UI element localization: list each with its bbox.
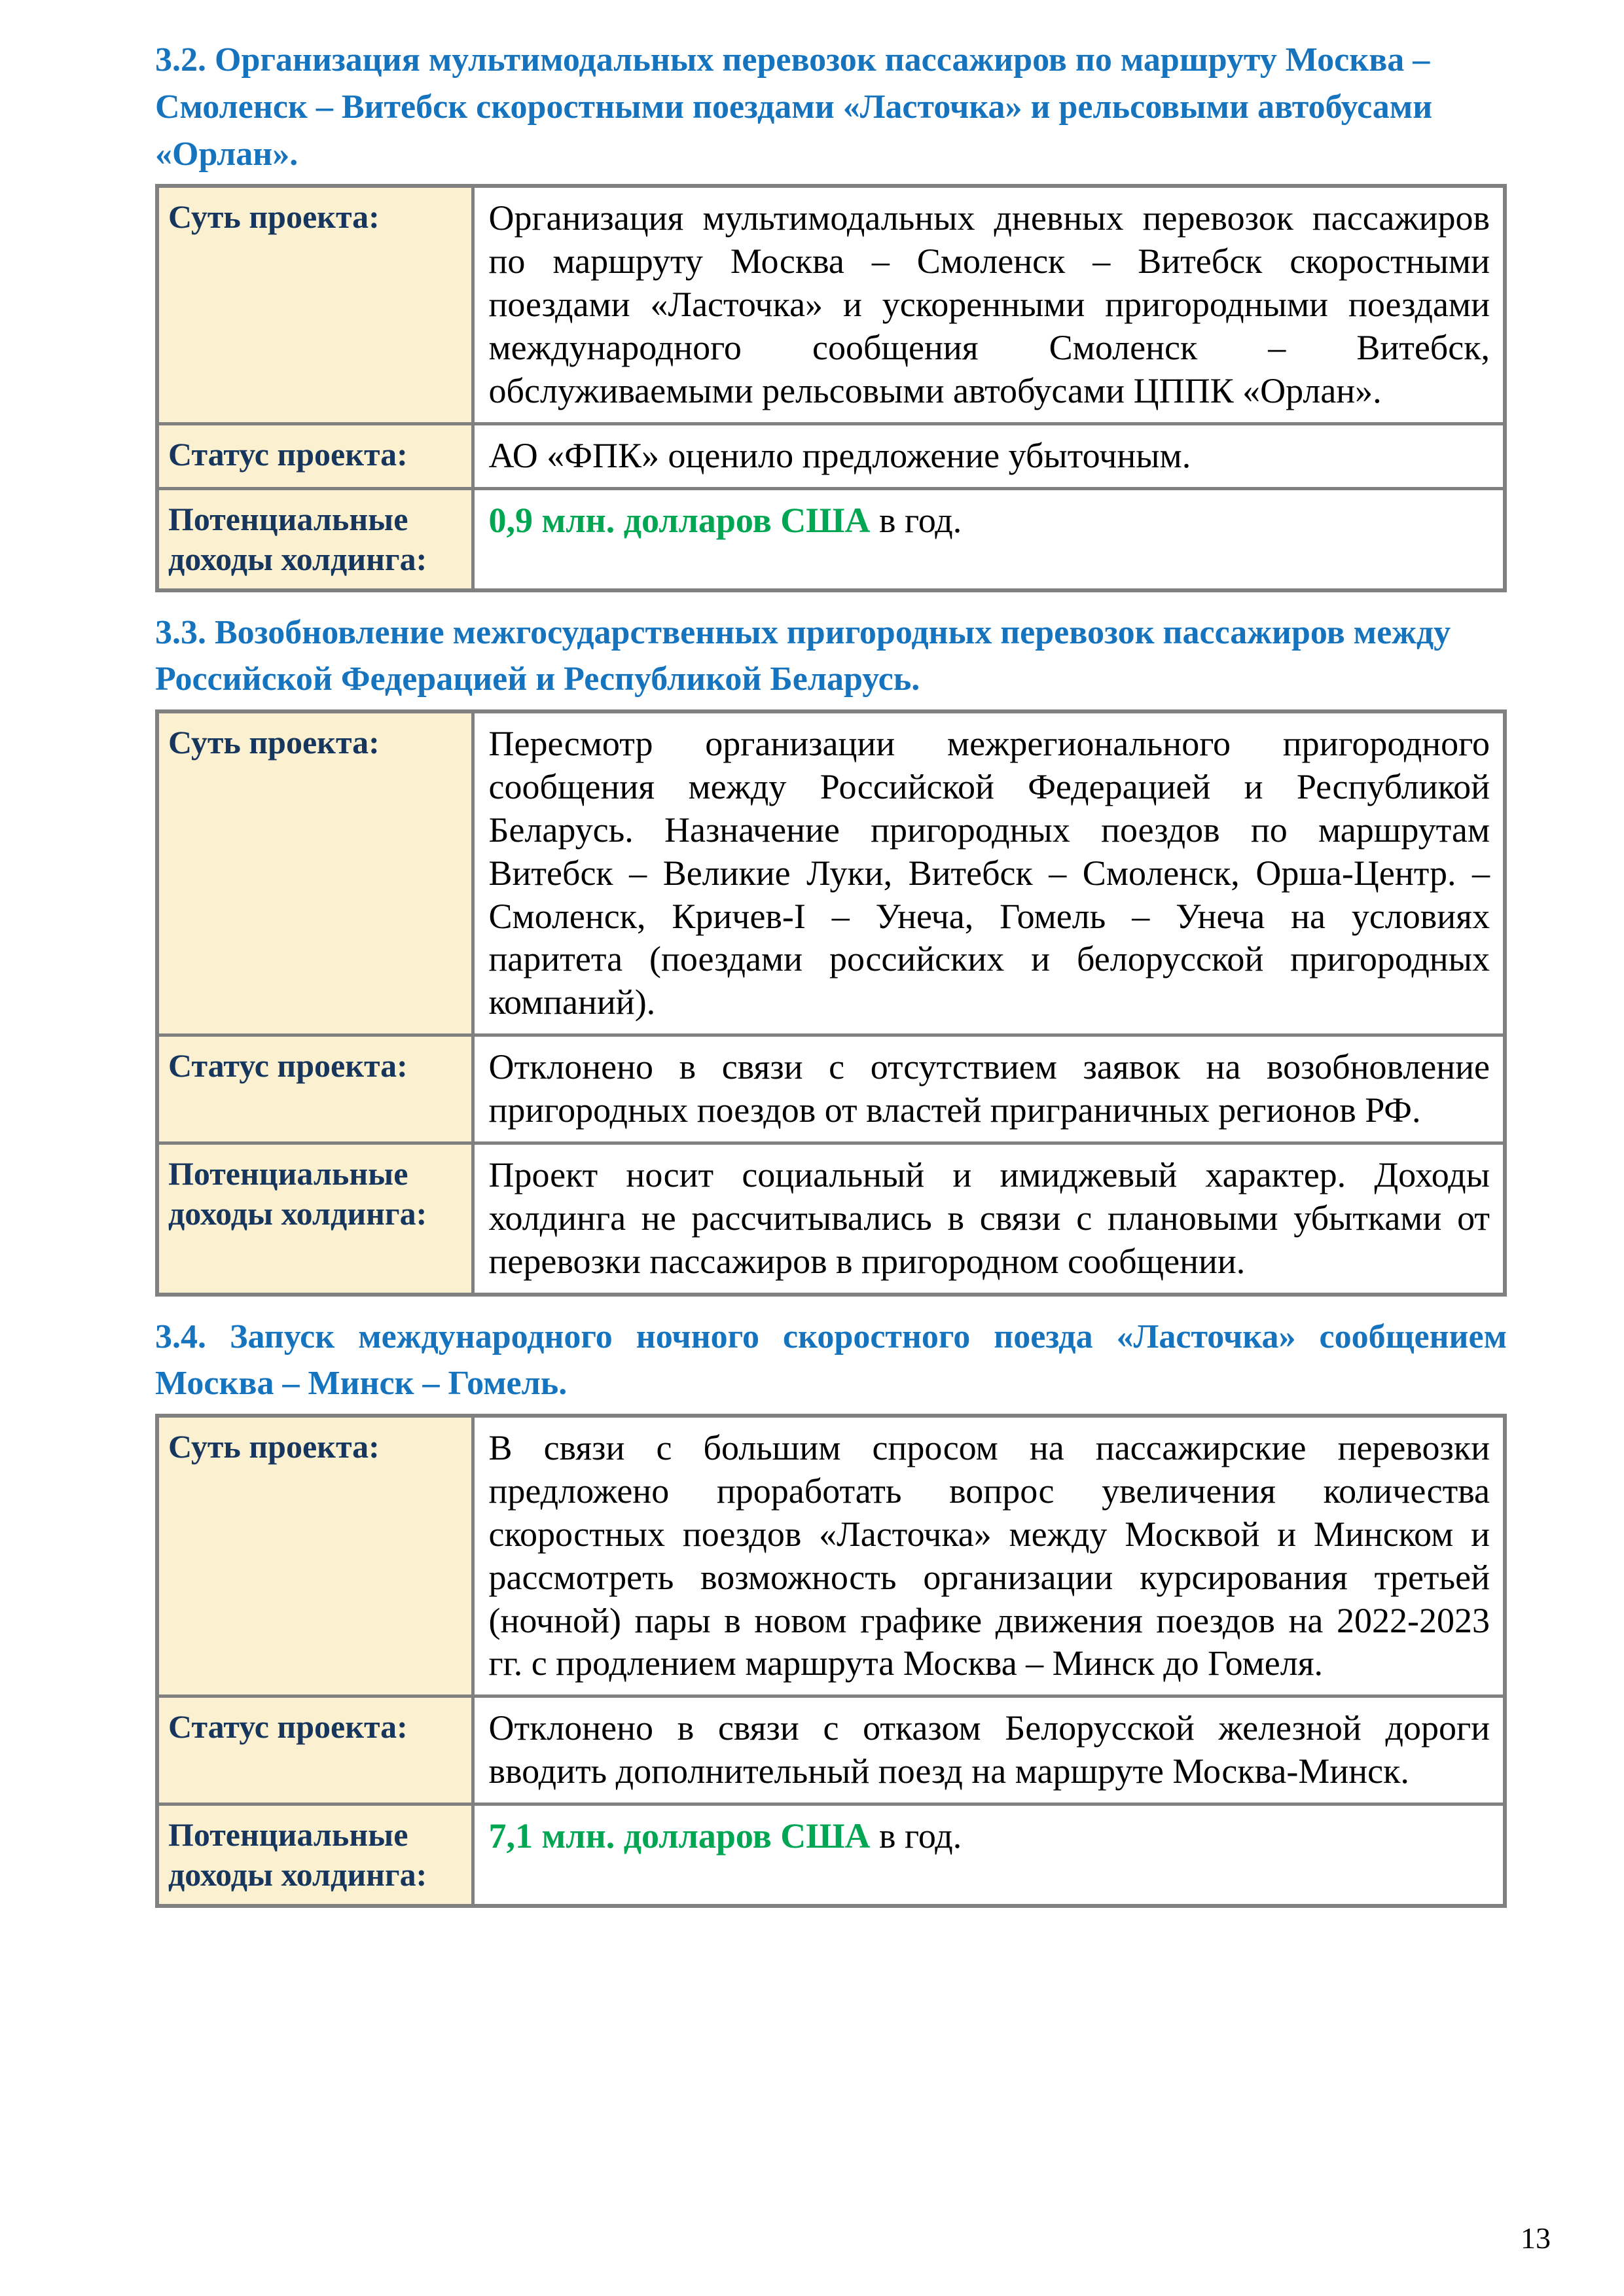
- row-text-revenue: [473, 1804, 1505, 1907]
- table-row-revenue: [157, 488, 1505, 590]
- revenue-suffix: в год.: [870, 1816, 962, 1856]
- row-label-status: Статус проекта:: [157, 1696, 473, 1804]
- row-text-revenue: [473, 488, 1505, 590]
- row-label-status: Статус проекта:: [157, 423, 473, 488]
- table-row-revenue: [157, 1143, 1505, 1294]
- row-label-revenue: Потенциальные доходы холдинга:: [157, 1804, 473, 1907]
- row-text-status: Отклонено в связи с отказом Белорусской железной дороги вводить дополнительный поезд на маршруте Москва-Минск.: [473, 1696, 1505, 1804]
- revenue-suffix: в год.: [870, 500, 962, 540]
- project-table-3-3: [155, 709, 1507, 1297]
- row-text-essence: Организация мультимодальных дневных перевозок пассажиров по маршруту Москва – Смоленск – Витебск скоростными поездами «Ласточка» и ускоренными пригородными поездами международного сообщения Смоленск – Витебск, обслуживаемыми рельсовыми автобусами ЦППК «Орлан».: [473, 186, 1505, 423]
- project-table-3-2: [155, 184, 1507, 592]
- row-label-essence: Суть проекта:: [157, 186, 473, 423]
- table-row-status: [157, 423, 1505, 488]
- table-row-status: [157, 1035, 1505, 1143]
- table-row-essence: [157, 711, 1505, 1035]
- row-text-status: Отклонено в связи с отсутствием заявок на возобновление пригородных поездов от властей приграничных регионов РФ.: [473, 1035, 1505, 1143]
- section-3-3: [155, 609, 1507, 1297]
- row-text-essence: В связи с большим спросом на пассажирские перевозки предложено проработать вопрос увеличения количества скоростных поездов «Ласточка» между Москвой и Минском и рассмотреть возможность организации курсирования третьей (ночной) пары в новом графике движения поездов на 2022-2023 гг. с продлением маршрута Москва – Минск до Гомеля.: [473, 1416, 1505, 1696]
- table-row-essence: [157, 1416, 1505, 1696]
- row-text-status: АО «ФПК» оценило предложение убыточным.: [473, 423, 1505, 488]
- revenue-value: 7,1 млн. долларов США: [488, 1816, 871, 1856]
- table-row-essence: [157, 186, 1505, 423]
- section-3-4: [155, 1314, 1507, 1909]
- revenue-value: 0,9 млн. долларов США: [488, 500, 871, 540]
- section-heading-3-3: 3.3. Возобновление межгосударственных пригородных перевозок пассажиров между Российской Федерацией и Республикой Беларусь.: [155, 613, 1451, 698]
- project-table-3-4: [155, 1414, 1507, 1908]
- row-label-essence: Суть проекта:: [157, 1416, 473, 1696]
- page-number: 13: [1521, 2221, 1551, 2255]
- section-heading-3-4: 3.4. Запуск международного ночного скоростного поезда «Ласточка» сообщением Москва – Минск – Гомель.: [155, 1318, 1507, 1403]
- row-text-revenue: Проект носит социальный и имиджевый характер. Доходы холдинга не рассчитывались в связи с плановыми убытками от перевозки пассажиров в пригородном сообщении.: [473, 1143, 1505, 1294]
- row-label-revenue: Потенциальные доходы холдинга:: [157, 1143, 473, 1294]
- table-row-revenue: [157, 1804, 1505, 1907]
- section-3-2: [155, 37, 1507, 592]
- row-label-status: Статус проекта:: [157, 1035, 473, 1143]
- section-heading-3-2: 3.2. Организация мультимодальных перевозок пассажиров по маршруту Москва – Смоленск – Витебск скоростными поездами «Ласточка» и рельсовыми автобусами «Орлан».: [155, 41, 1433, 173]
- row-text-essence: Пересмотр организации межрегионального пригородного сообщения между Российской Федерацией и Республикой Беларусь. Назначение пригородных поездов по маршрутам Витебск – Великие Луки, Витебск – Смоленск, Орша-Центр. – Смоленск, Кричев-I – Унеча, Гомель – Унеча на условиях паритета (поездами российских и белорусской пригородных компаний).: [473, 711, 1505, 1035]
- table-row-status: [157, 1696, 1505, 1804]
- row-label-revenue: Потенциальные доходы холдинга:: [157, 488, 473, 590]
- row-label-essence: Суть проекта:: [157, 711, 473, 1035]
